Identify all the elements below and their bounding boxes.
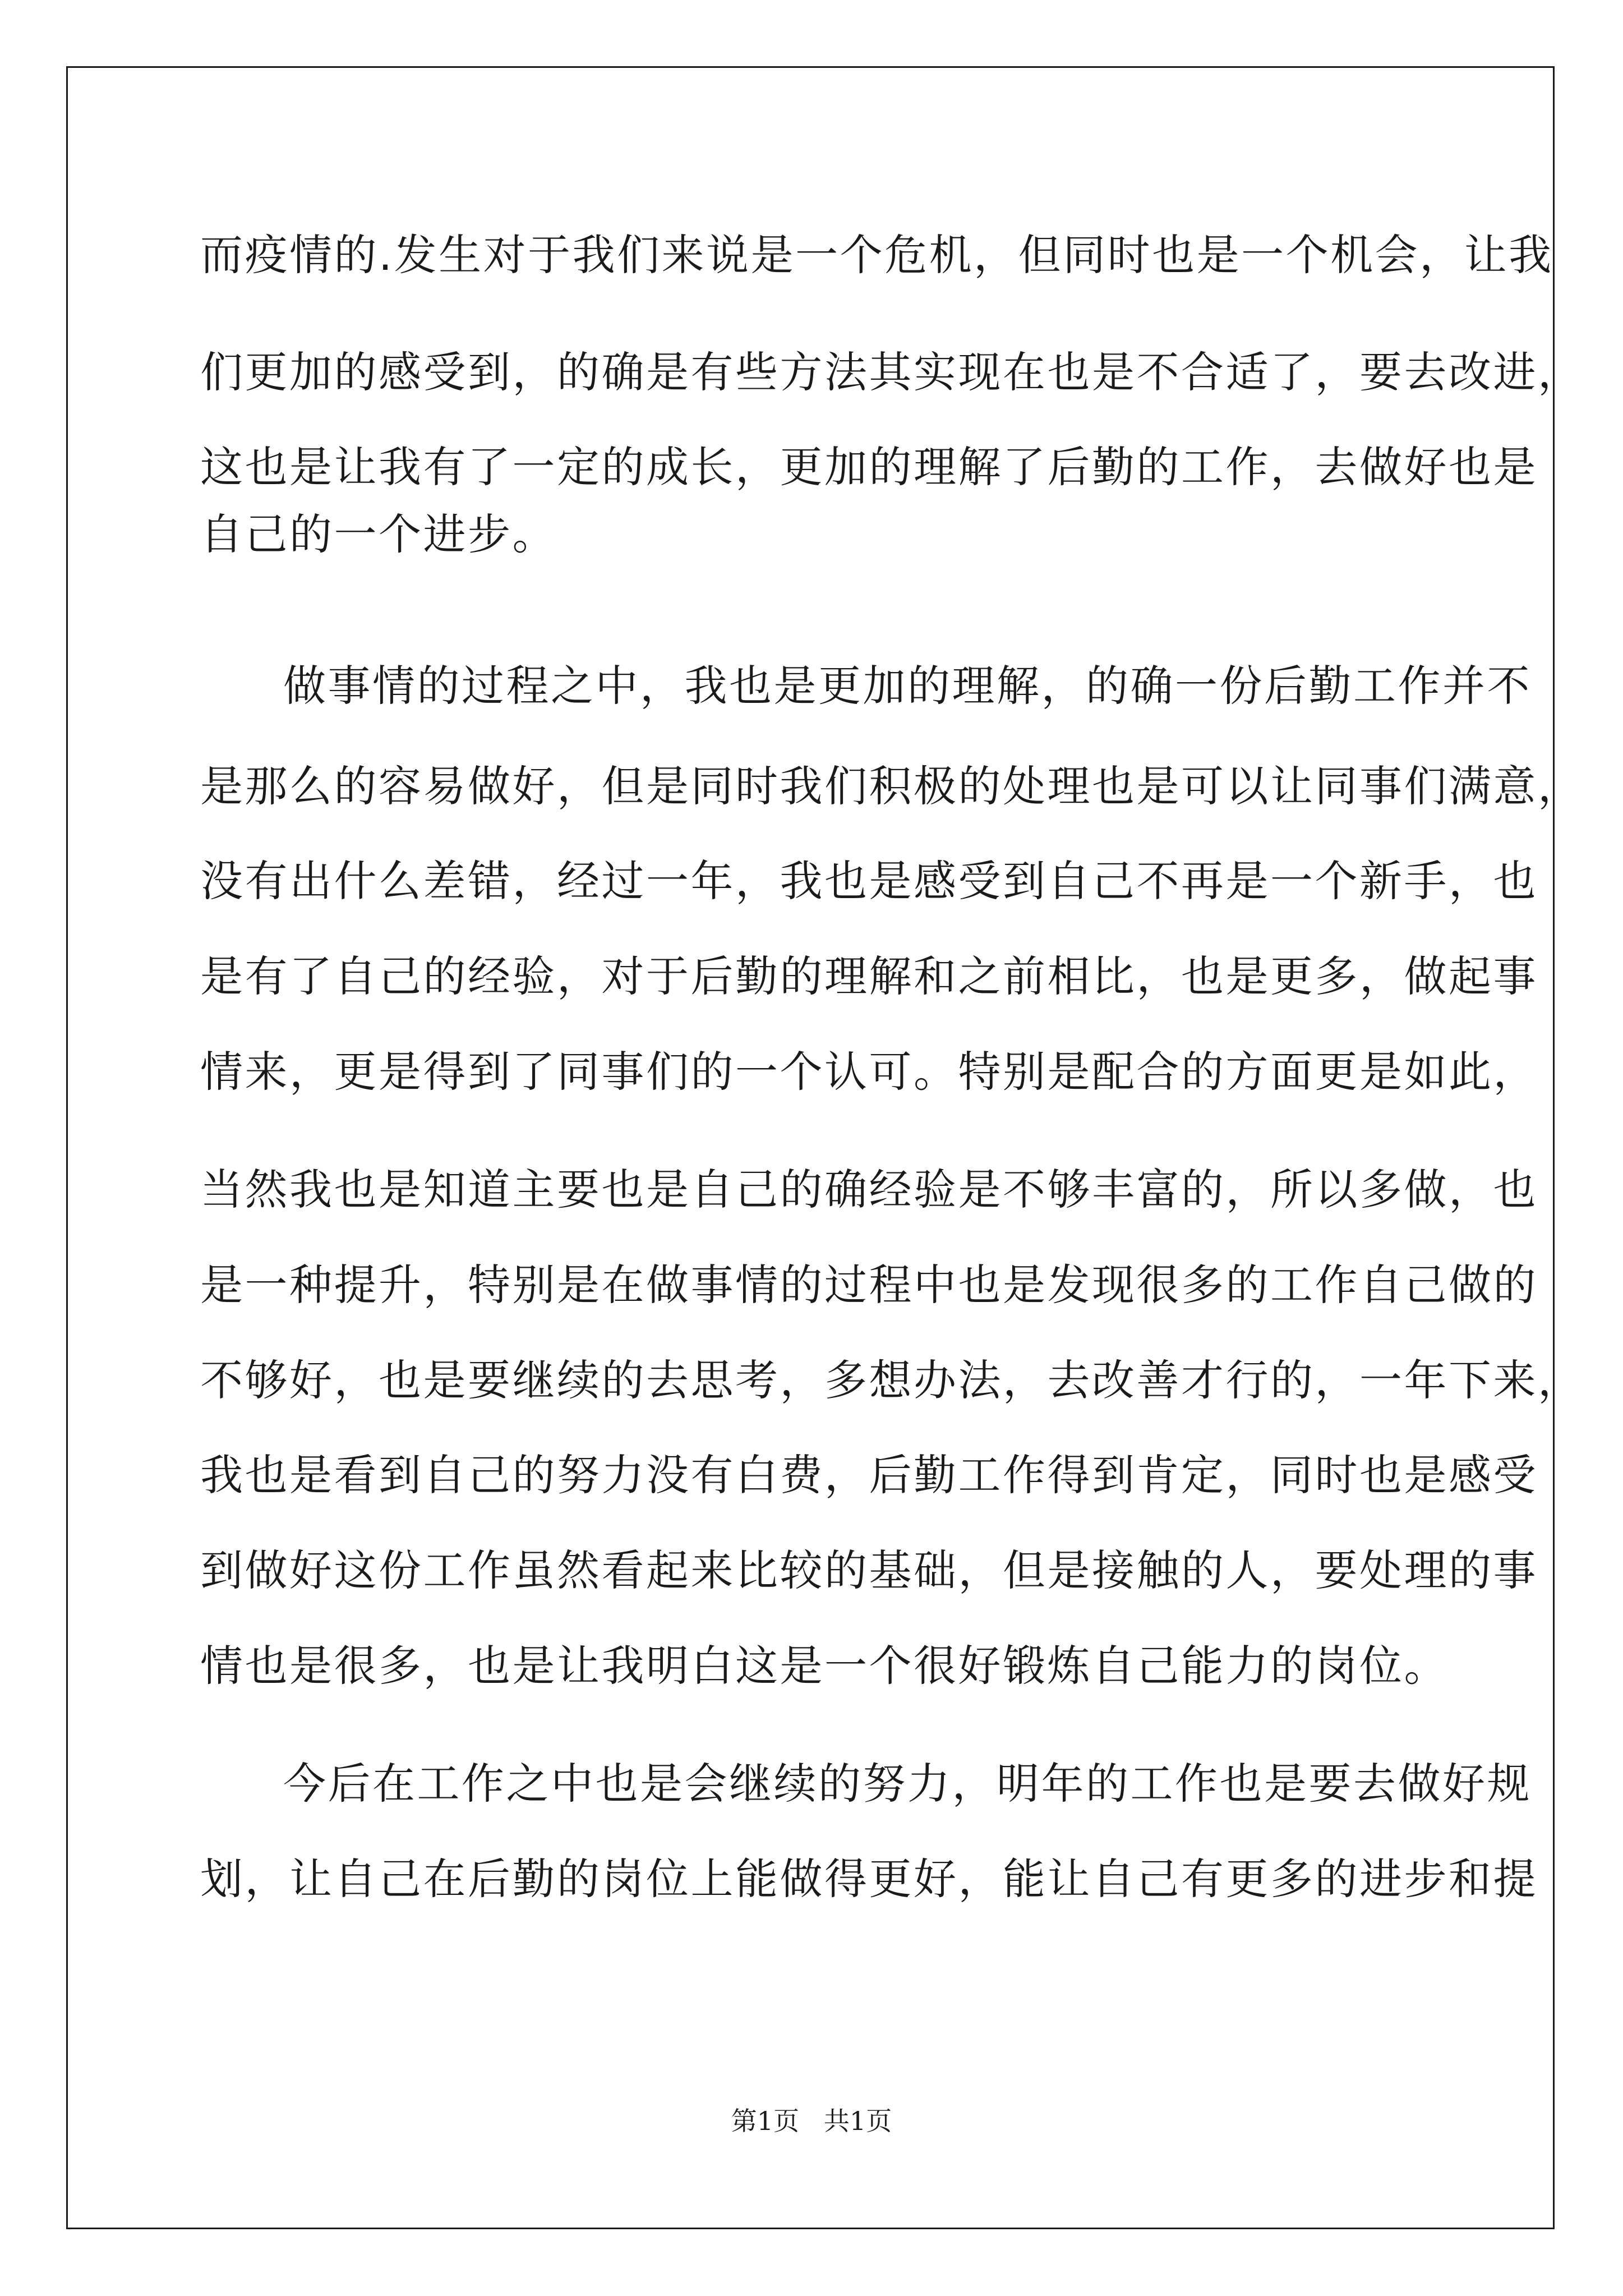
- text-line: 我也是看到自己的努力没有白费，后勤工作得到肯定，同时也是感受: [200, 1450, 1538, 1500]
- text-line: 自己的一个进步。: [200, 509, 557, 559]
- text-line: 情来，更是得到了同事们的一个认可。特别是配合的方面更是如此，: [200, 1047, 1538, 1097]
- text-line: 到做好这份工作虽然看起来比较的基础，但是接触的人，要处理的事: [200, 1545, 1538, 1595]
- text-line: 划，让自己在后勤的岗位上能做得更好，能让自己有更多的进步和提: [200, 1854, 1538, 1904]
- text-line: 这也是让我有了一定的成长，更加的理解了后勤的工作，去做好也是: [200, 442, 1538, 492]
- text-line: 是那么的容易做好，但是同时我们积极的处理也是可以让同事们满意，: [200, 761, 1583, 811]
- text-line: 没有出什么差错，经过一年，我也是感受到自己不再是一个新手，也: [200, 856, 1538, 906]
- text-line: 而疫情的.发生对于我们来说是一个危机，但同时也是一个机会，让我: [200, 230, 1553, 280]
- text-line: 们更加的感受到，的确是有些方法其实现在也是不合适了，要去改进，: [200, 347, 1583, 397]
- text-line: 情也是很多，也是让我明白这是一个很好锻炼自己能力的岗位。: [200, 1641, 1449, 1691]
- text-line: 当然我也是知道主要也是自己的确经验是不够丰富的，所以多做，也: [200, 1165, 1538, 1214]
- page-footer: 第1页 共1页: [731, 2106, 892, 2136]
- text-line: 是一种提升，特别是在做事情的过程中也是发现很多的工作自己做的: [200, 1260, 1538, 1310]
- paragraph-first-line: 今后在工作之中也是会继续的努力，明年的工作也是要去做好规: [283, 1759, 1532, 1809]
- paragraph-first-line: 做事情的过程之中，我也是更加的理解，的确一份后勤工作并不: [283, 661, 1532, 711]
- text-line: 不够好，也是要继续的去思考，多想办法，去改善才行的，一年下来，: [200, 1355, 1583, 1405]
- text-line: 是有了自己的经验，对于后勤的理解和之前相比，也是更多，做起事: [200, 951, 1538, 1001]
